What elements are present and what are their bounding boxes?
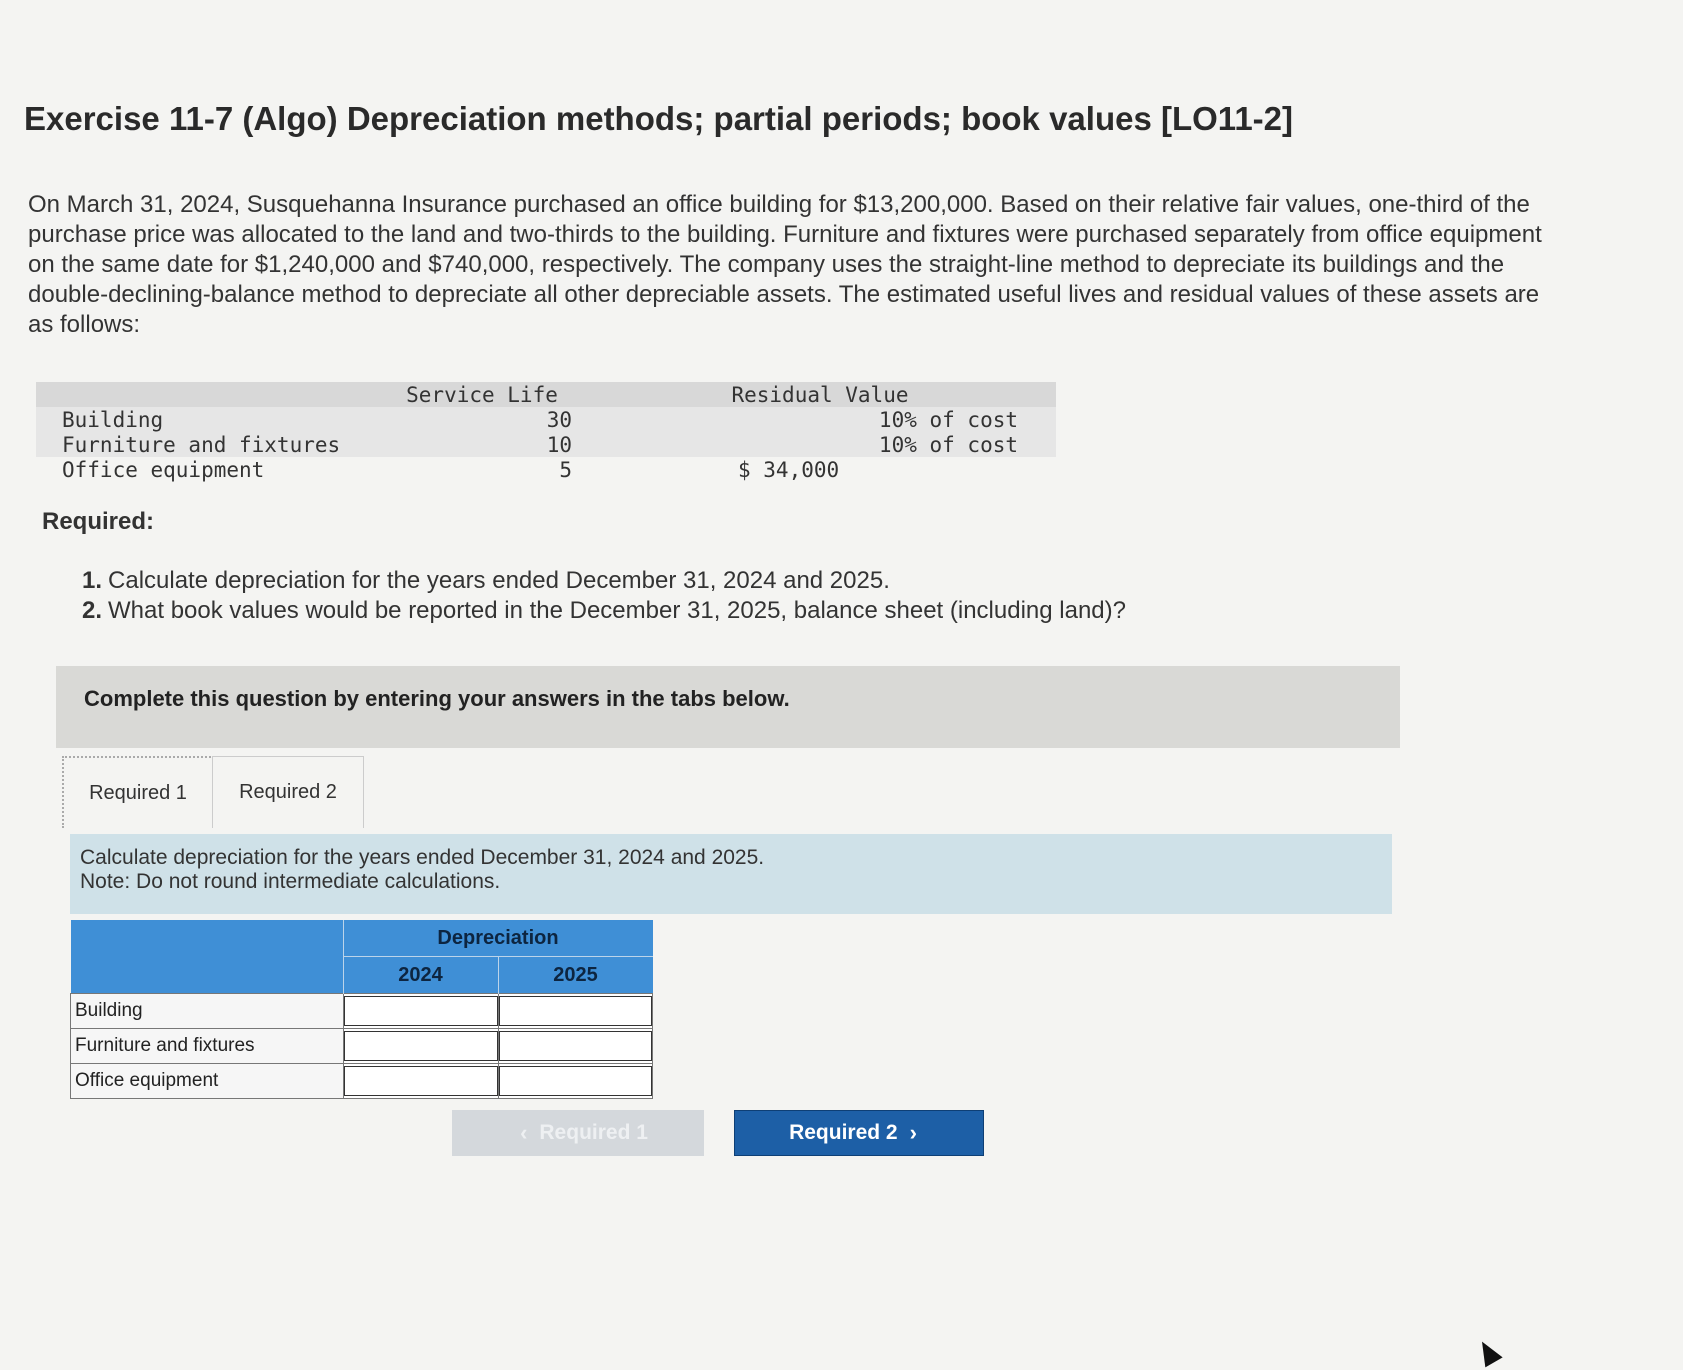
asset-residual: 10% of cost (622, 432, 1056, 457)
year-header-2025: 2025 (498, 957, 653, 994)
requirement-number: 2. (82, 597, 103, 624)
required-heading: Required: (42, 508, 155, 535)
input-box[interactable] (499, 1066, 653, 1096)
asset-row-office-equipment (36, 457, 1056, 482)
asset-residual: 10% of cost (622, 407, 1056, 432)
asset-row-building (36, 407, 1056, 432)
table-row (71, 1029, 653, 1064)
exercise-title: Exercise 11-7 (Algo) Depreciation methods; partial periods; book values [LO11-2] (24, 100, 1294, 137)
input-box[interactable] (344, 1031, 498, 1061)
office-equipment-2025-input[interactable] (498, 1064, 653, 1099)
asset-header-blank (36, 382, 392, 407)
asset-name: Furniture and fixtures (36, 432, 392, 457)
service-life-header: Service Life (392, 382, 622, 407)
table-row (71, 994, 653, 1029)
prev-button-label: Required 1 (539, 1121, 648, 1144)
instruction-text: Calculate depreciation for the years ended December 31, 2024 and 2025. (80, 846, 765, 869)
next-required-2-button[interactable] (734, 1110, 984, 1156)
asset-name: Office equipment (62, 457, 265, 482)
building-2024-input[interactable] (343, 994, 498, 1029)
building-2025-input[interactable] (498, 994, 653, 1029)
table-row (71, 1064, 653, 1099)
instruction-box (70, 834, 1392, 914)
problem-description: On March 31, 2024, Susquehanna Insurance purchased an office building for $13,200,000. Based on their relative fair values, one-third of the purchase price was allocated to the land and two-thirds to the building. Furniture and fixtures were purchased separately from office equipment on the same date for $1,240,000 and $740,000, respectively. The company uses the straight-line method to depreciate its buildings and the double-declining-balance method to depreciate all other depreciable assets. The estimated useful lives and residual values of these assets are as follows: (28, 191, 1542, 338)
asset-residual: $ 34,000 (738, 457, 840, 482)
asset-name: Building (36, 407, 392, 432)
furniture-2024-input[interactable] (343, 1029, 498, 1064)
requirement-item (82, 566, 1126, 596)
chevron-right-icon: › (909, 1120, 917, 1145)
input-box[interactable] (499, 996, 653, 1026)
input-box[interactable] (344, 996, 498, 1026)
input-box[interactable] (499, 1031, 653, 1061)
requirement-item (82, 596, 1126, 626)
depreciation-table (70, 920, 653, 1099)
tab-required-2[interactable]: Required 2 (212, 756, 364, 828)
depreciation-header: Depreciation (343, 920, 653, 957)
asset-life-table (36, 382, 1056, 482)
prev-required-1-button[interactable] (452, 1110, 704, 1156)
chevron-left-icon: ‹ (520, 1120, 528, 1145)
depreciation-group-header-row (71, 920, 653, 957)
requirement-text: What book values would be reported in the December 31, 2025, balance sheet (including land)? (108, 597, 1126, 624)
office-equipment-2024-input[interactable] (343, 1064, 498, 1099)
asset-life: 30 (392, 407, 622, 432)
requirements-list (82, 566, 1126, 626)
next-button-label: Required 2 (789, 1121, 898, 1144)
tab-required-1[interactable]: Required 1 (62, 756, 214, 828)
instruction-note: Note: Do not round intermediate calculations. (80, 870, 501, 893)
row-label-building: Building (71, 994, 344, 1029)
mouse-cursor-icon (1473, 1337, 1502, 1368)
input-box[interactable] (344, 1066, 498, 1096)
residual-value-header: Residual Value (622, 382, 1056, 407)
row-label-office-equipment: Office equipment (71, 1064, 344, 1099)
requirement-number: 1. (82, 567, 103, 594)
requirement-text: Calculate depreciation for the years ended December 31, 2024 and 2025. (108, 567, 890, 594)
asset-life: 10 (392, 432, 622, 457)
asset-life: 5 (559, 457, 572, 482)
furniture-2025-input[interactable] (498, 1029, 653, 1064)
year-header-2024: 2024 (343, 957, 498, 994)
header-blank-cell (71, 920, 344, 994)
asset-row-furniture (36, 432, 1056, 457)
row-label-furniture: Furniture and fixtures (71, 1029, 344, 1064)
complete-question-banner: Complete this question by entering your answers in the tabs below. (56, 666, 1400, 748)
asset-table-header (36, 382, 1056, 407)
